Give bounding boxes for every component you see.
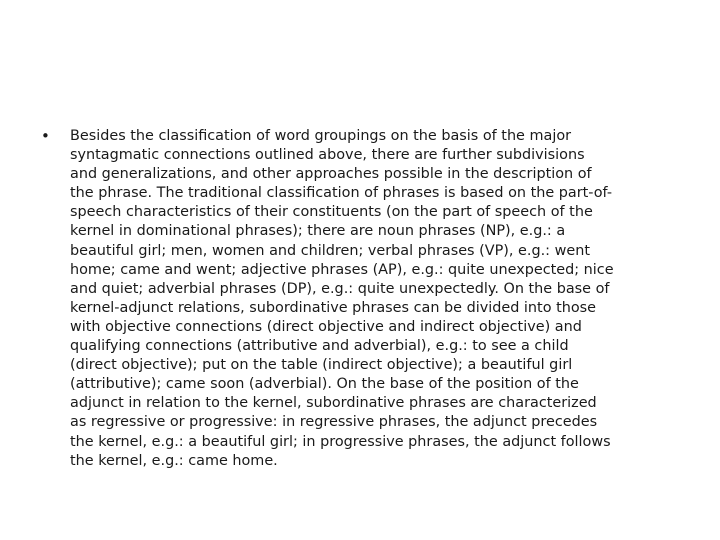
paragraph-line: beautiful girl; men, women and children; verbal phrases (VP), e.g.: went <box>70 242 590 259</box>
paragraph-line: and generalizations, and other approaches possible in the description of <box>70 166 592 183</box>
paragraph-line: as regressive or progressive: in regressive phrases, the adjunct precedes <box>70 414 598 431</box>
paragraph-line: kernel-adjunct relations, subordinative phrases can be divided into those <box>70 299 596 316</box>
paragraph-line: the phrase. The traditional classification of phrases is based on the part-of- <box>70 185 613 202</box>
paragraph-line: syntagmatic connections outlined above, there are further subdivisions <box>70 147 585 164</box>
paragraph-line: the kernel, e.g.: came home. <box>70 452 278 469</box>
bullet-marker: • <box>41 127 50 145</box>
paragraph-line: (attributive); came soon (adverbial). On the base of the position of the <box>70 376 579 393</box>
paragraph-line: Besides the classification of word groupings on the basis of the major <box>70 128 572 144</box>
paragraph-line: with objective connections (direct objective and indirect objective) and <box>70 318 582 335</box>
paragraph-line: (direct objective); put on the table (indirect objective); a beautiful girl <box>70 357 573 374</box>
paragraph-line: qualifying connections (attributive and adverbial), e.g.: to see a child <box>70 338 569 355</box>
paragraph-line: adjunct in relation to the kernel, subordinative phrases are characterized <box>70 395 597 412</box>
bullet-paragraph <box>70 127 682 471</box>
paragraph-line: home; came and went; adjective phrases (AP), e.g.: quite unexpected; nice <box>70 261 614 278</box>
paragraph-line: the kernel, e.g.: a beautiful girl; in progressive phrases, the adjunct follows <box>70 433 611 450</box>
paragraph-line: speech characteristics of their constituents (on the part of speech of the <box>70 204 593 221</box>
paragraph-line: kernel in dominational phrases); there are noun phrases (NP), e.g.: a <box>70 223 566 240</box>
paragraph-line: and quiet; adverbial phrases (DP), e.g.: quite unexpectedly. On the base of <box>70 280 610 297</box>
